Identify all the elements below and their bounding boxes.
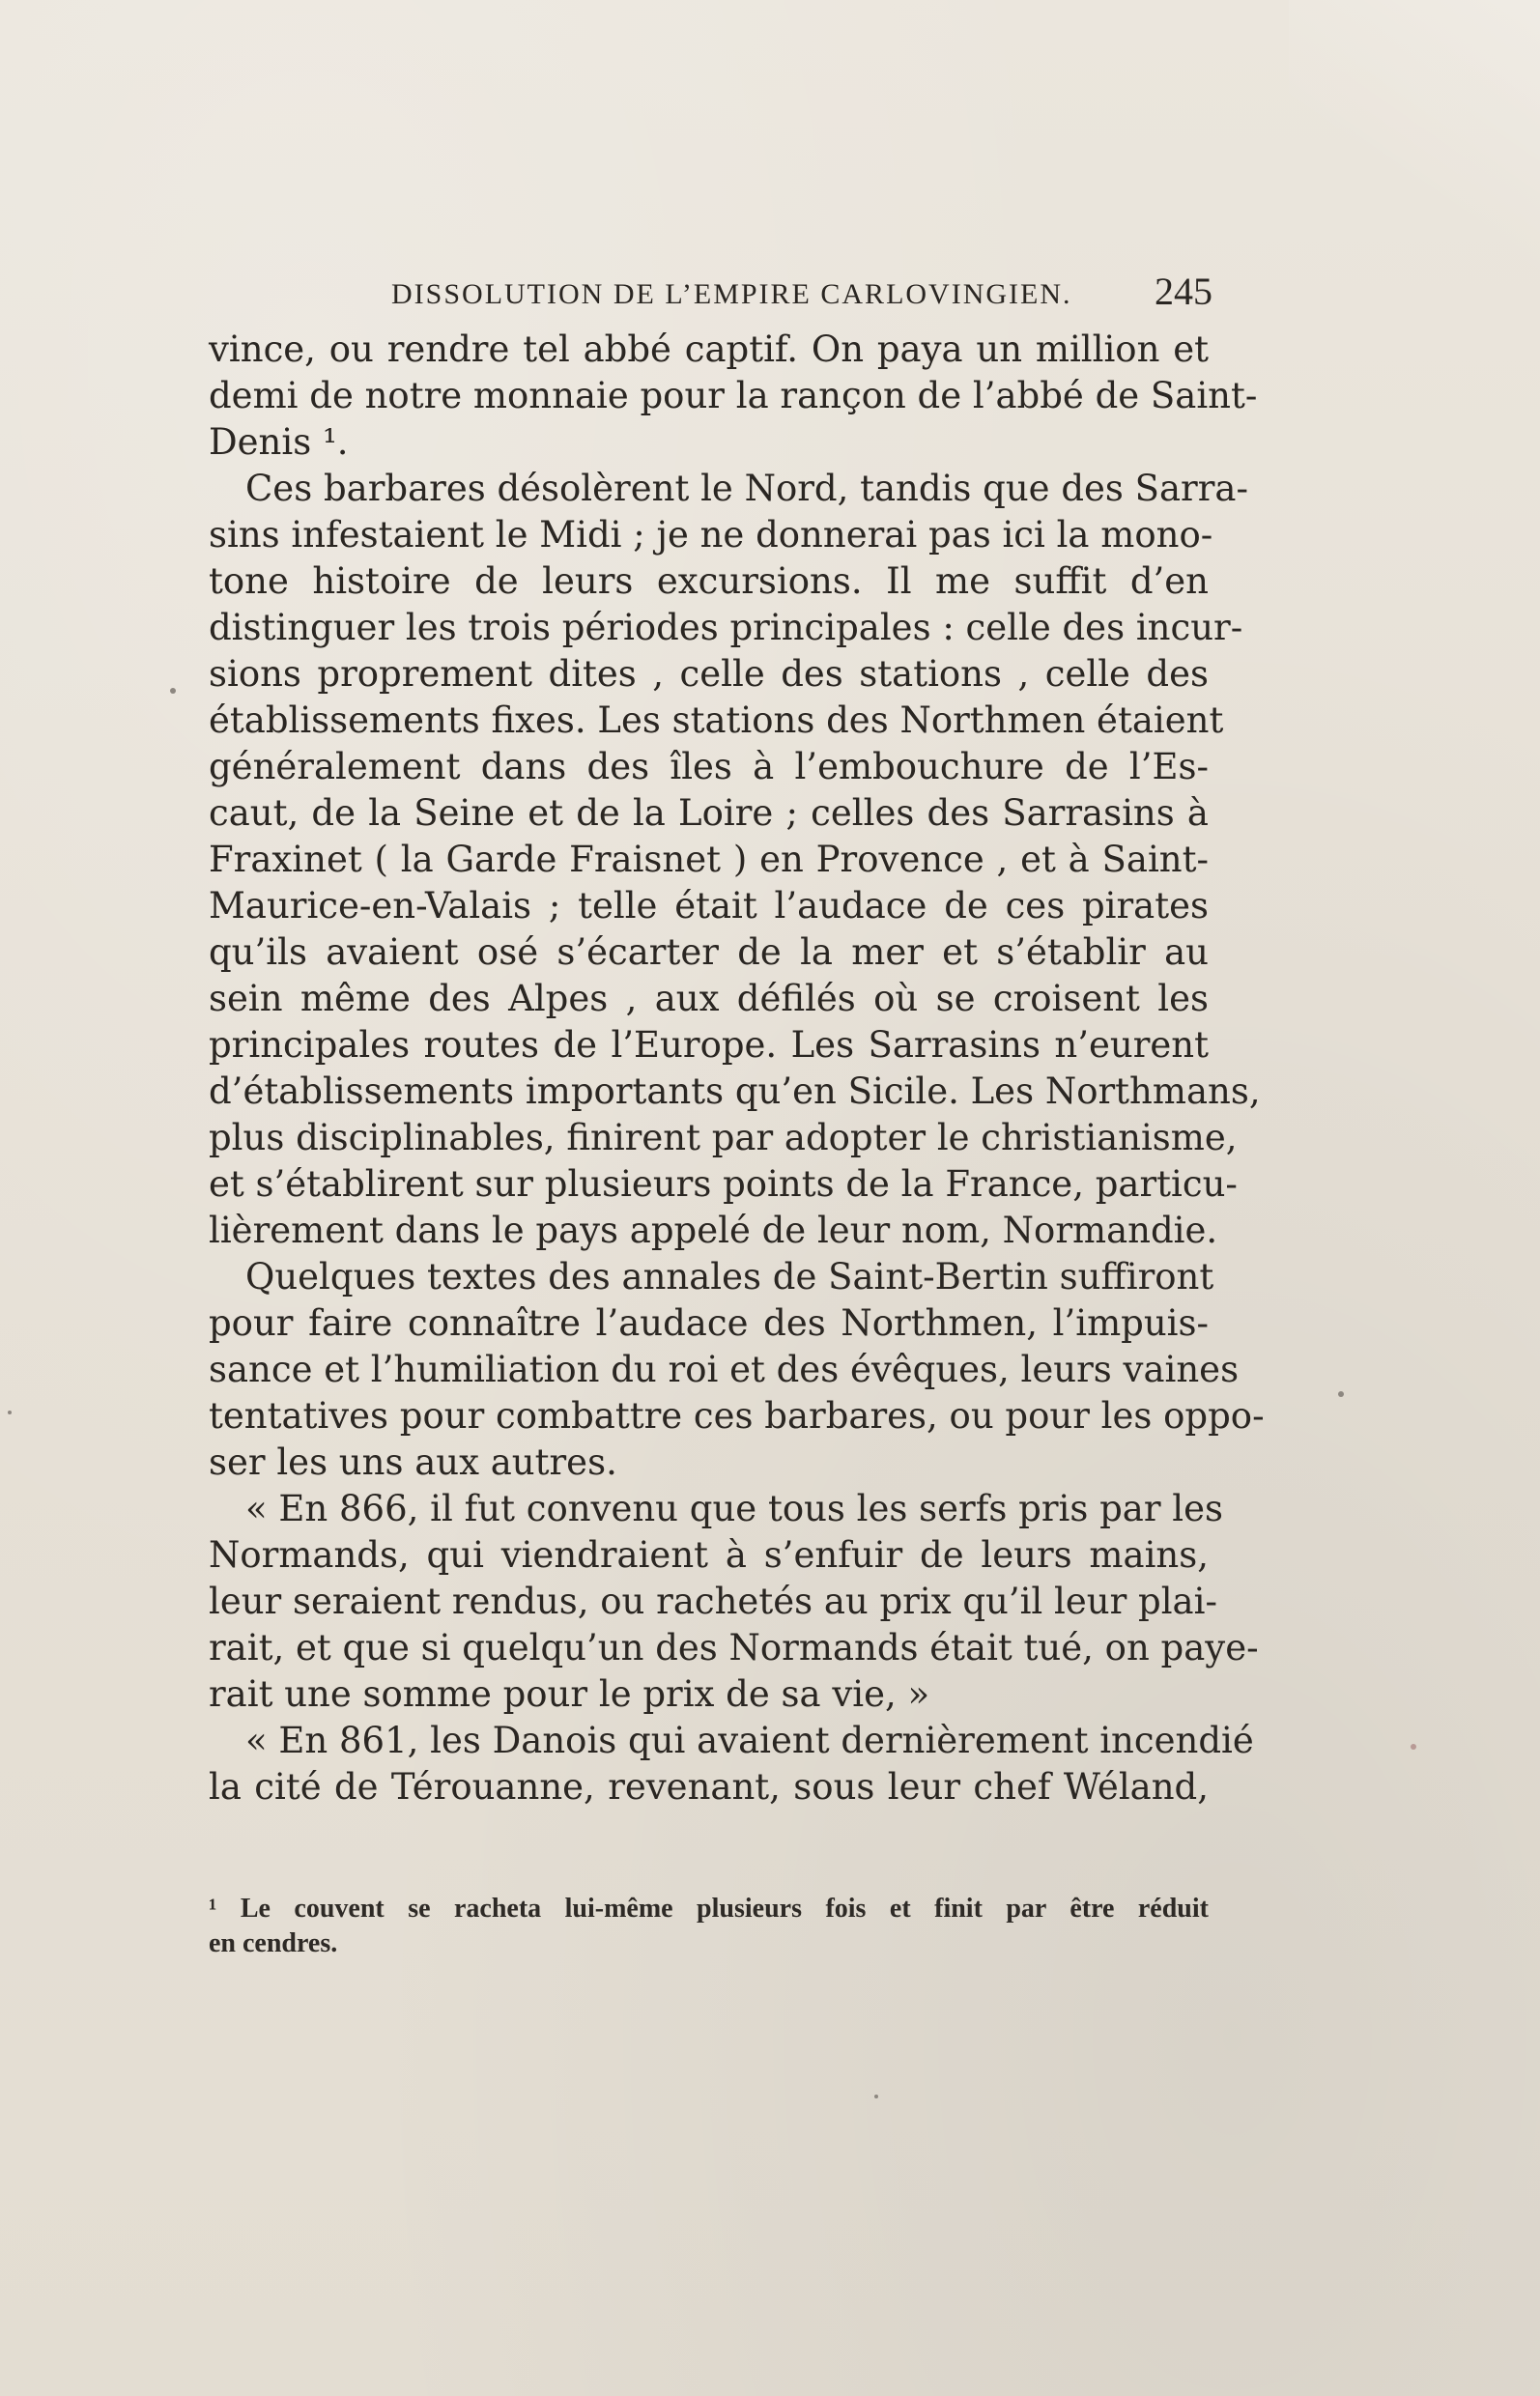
text-line: « En 866, il fut convenu que tous les serfs pris par les — [245, 1488, 1224, 1529]
text-line: « En 861, les Danois qui avaient dernièrement incendié — [245, 1720, 1254, 1761]
text-line: plus disciplinables, finirent par adopter le christianisme, — [209, 1117, 1238, 1158]
text-line: Fraxinet ( la Garde Fraisnet ) en Provence , et à Saint- — [209, 839, 1209, 880]
paper-speck — [1411, 1744, 1416, 1750]
text-line: distinguer les trois périodes principales : celle des incur- — [209, 607, 1243, 648]
text-line: lièrement dans le pays appelé de leur nom, Normandie. — [209, 1210, 1218, 1251]
text-line: Quelques textes des annales de Saint-Bertin suffiront — [245, 1256, 1214, 1298]
text-line: Ces barbares désolèrent le Nord, tandis que des Sarra- — [245, 468, 1248, 509]
paper-speck — [874, 2095, 878, 2098]
footnote-line: ¹ Le couvent se racheta lui-même plusieurs fois et finit par être réduit — [209, 1894, 1209, 1924]
page-fold-highlight — [1289, 0, 1540, 348]
text-line: Maurice-en-Valais ; telle était l’audace de ces pirates — [209, 885, 1209, 927]
footnote-line: en cendres. — [209, 1928, 338, 1958]
text-line: généralement dans des îles à l’embouchure de l’Es- — [209, 746, 1209, 787]
text-line: principales routes de l’Europe. Les Sarrasins n’eurent — [209, 1024, 1209, 1066]
footnote — [209, 1892, 1209, 1961]
text-line: Normands, qui viendraient à s’enfuir de leurs mains, — [209, 1534, 1209, 1576]
text-line: et s’établirent sur plusieurs points de la France, particu- — [209, 1163, 1238, 1205]
paper-speck — [1338, 1391, 1344, 1397]
text-line: Denis ¹. — [209, 421, 349, 463]
text-line: sance et l’humiliation du roi et des évêques, leurs vaines — [209, 1349, 1240, 1390]
running-title: DISSOLUTION DE L’EMPIRE CARLOVINGIEN. — [391, 278, 1072, 310]
text-line: vince, ou rendre tel abbé captif. On paya un million et — [209, 328, 1209, 370]
page-header — [391, 269, 1212, 317]
paper-speck — [8, 1411, 12, 1414]
text-line: sins infestaient le Midi ; je ne donnerai pas ici la mono- — [209, 514, 1213, 556]
paper-speck — [170, 688, 176, 694]
text-line: demi de notre monnaie pour la rançon de l’abbé de Saint- — [209, 375, 1258, 416]
text-line: sein même des Alpes , aux défilés où se croisent les — [209, 978, 1209, 1019]
text-line: rait une somme pour le prix de sa vie, » — [209, 1673, 930, 1715]
page-number: 245 — [1155, 270, 1212, 313]
text-line: tone histoire de leurs excursions. Il me suffit d’en — [209, 560, 1209, 602]
text-line: rait, et que si quelqu’un des Normands était tué, on paye- — [209, 1627, 1259, 1669]
text-line: sions proprement dites , celle des stations , celle des — [209, 653, 1209, 695]
text-line: établissements fixes. Les stations des Northmen étaient — [209, 699, 1224, 741]
text-line: pour faire connaître l’audace des Northmen, l’impuis- — [209, 1302, 1209, 1344]
body-text — [209, 327, 1265, 1811]
text-line: tentatives pour combattre ces barbares, ou pour les oppo- — [209, 1395, 1265, 1437]
text-line: leur seraient rendus, ou rachetés au prix qu’il leur plai- — [209, 1581, 1217, 1622]
text-line: la cité de Térouanne, revenant, sous leur chef Wéland, — [209, 1766, 1209, 1808]
text-line: caut, de la Seine et de la Loire ; celles des Sarrasins à — [209, 792, 1209, 834]
text-line: ser les uns aux autres. — [209, 1441, 617, 1483]
text-line: qu’ils avaient osé s’écarter de la mer et s’établir au — [209, 931, 1209, 973]
text-line: d’établissements importants qu’en Sicile. Les Northmans, — [209, 1070, 1261, 1112]
